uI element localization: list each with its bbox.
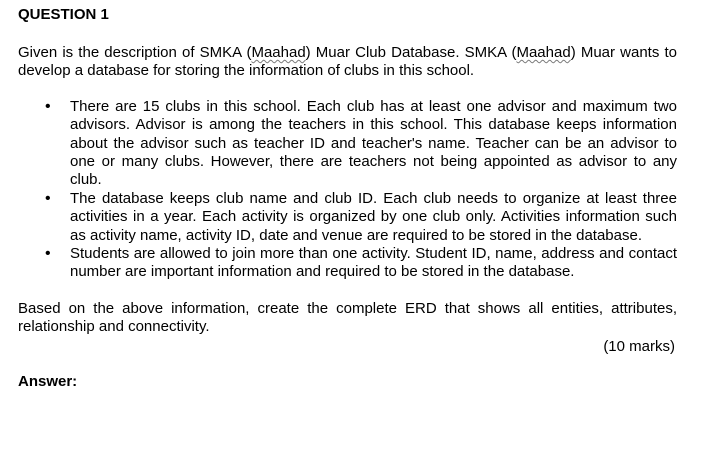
question-title: QUESTION 1 [18, 6, 109, 23]
bullet-icon: • [45, 97, 51, 115]
answer-label: Answer: [18, 373, 78, 391]
question-document [18, 6, 677, 392]
intro-text-part-1: Given is the description of SMKA ( [18, 44, 252, 61]
bullet-icon: • [45, 245, 51, 263]
requirements-list [18, 98, 677, 282]
intro-text-part-3: ) Muar wants to develop a database for storing the information of clubs in this school. [18, 44, 677, 80]
requirement-text: There are 15 clubs in this school. Each club has at least one advisor and maximum two advisors. Advisor is among the teachers in this school. This database keeps information about the advisor such as teacher ID and teacher's name. Teacher can be an advisor to one or many clubs. However, there are teachers not being appointed as advisor to any club. [70, 97, 677, 189]
requirement-item-clubs-advisors [18, 98, 677, 190]
requirement-item-students [18, 245, 677, 282]
task-instruction: Based on the above information, create the complete ERD that shows all entities, attributes, relationship and connectivity. [18, 299, 677, 336]
requirement-text: Students are allowed to join more than one activity. Student ID, name, address and contact number are important information and required to be stored in the database. [70, 245, 677, 281]
question-intro [18, 44, 677, 81]
requirement-text: The database keeps club name and club ID. Each club needs to organize at least three activities in a year. Each activity is organized by one club only. Activities information such as activity name, activity ID, date and venue are required to be stored in the database. [70, 189, 677, 244]
spellcheck-word-maahad: Maahad [516, 44, 571, 61]
spellcheck-word-maahad: Maahad [251, 44, 306, 61]
requirement-item-clubs-activities [18, 190, 677, 245]
marks-label: (10 marks) [603, 337, 675, 355]
intro-text-part-2: ) Muar Club Database. SMKA ( [305, 44, 517, 61]
bullet-icon: • [45, 189, 51, 207]
